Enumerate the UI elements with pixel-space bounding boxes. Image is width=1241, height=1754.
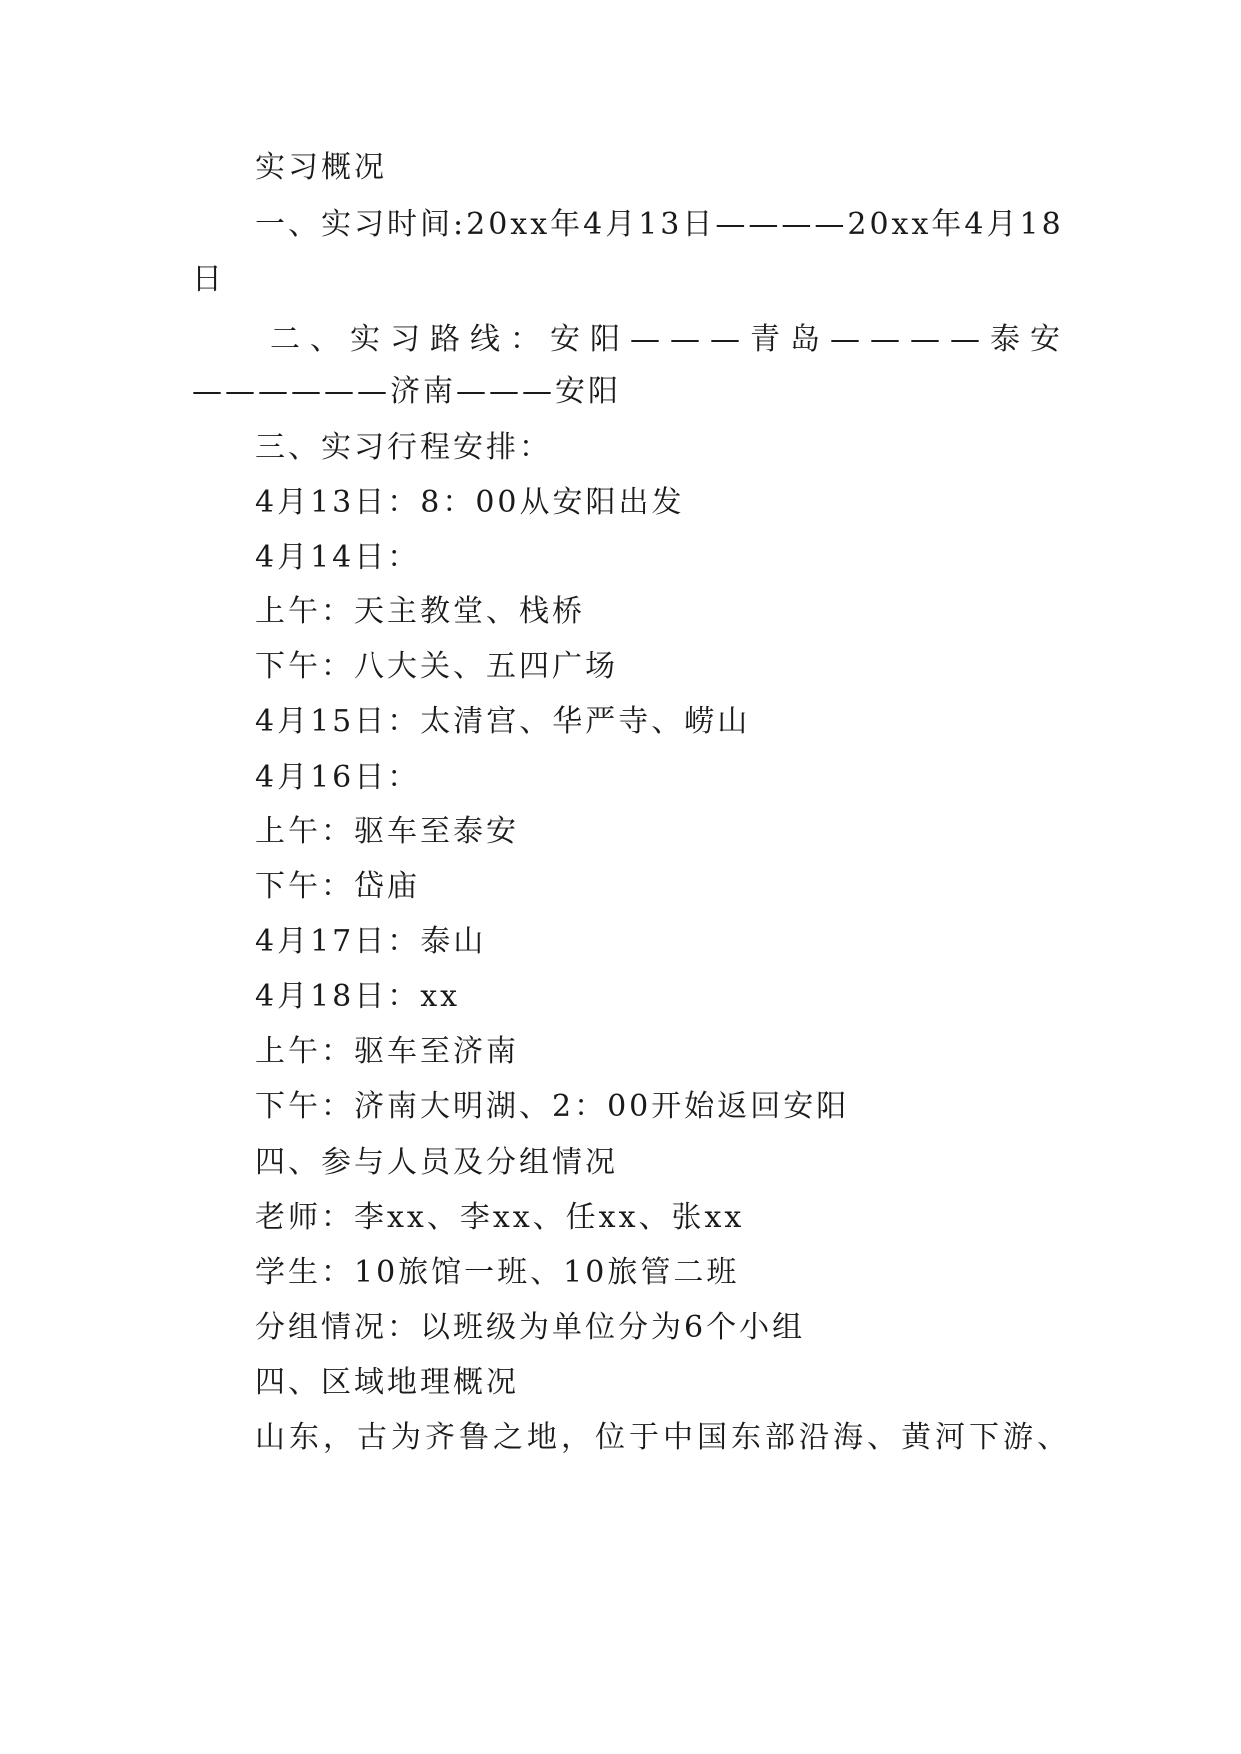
paragraph-line: 下午：济南大明湖、2：00开始返回安阳 <box>255 1089 850 1124</box>
paragraph-line: 分组情况：以班级为单位分为6个小组 <box>255 1310 806 1345</box>
paragraph-line: 一、实习时间:20xx年4月13日————20xx年4月18 <box>255 207 1064 242</box>
paragraph-line: 下午：岱庙 <box>255 869 420 904</box>
paragraph-line: 上午：驱车至济南 <box>255 1034 519 1069</box>
paragraph-line: 二、实习路线：安阳———青岛————泰安 <box>270 322 1070 357</box>
paragraph-line: 三、实习行程安排： <box>255 430 552 465</box>
paragraph-line: 山东，古为齐鲁之地，位于中国东部沿海、黄河下游、 <box>255 1420 1071 1455</box>
paragraph-line: 4月18日：xx <box>255 979 461 1014</box>
section-title: 实习概况 <box>255 150 387 185</box>
paragraph-line: 上午：驱车至泰安 <box>255 814 519 849</box>
paragraph-line: 日 <box>192 262 225 297</box>
paragraph-line: 4月15日：太清宫、华严寺、崂山 <box>255 704 751 739</box>
paragraph-line: 老师：李xx、李xx、任xx、张xx <box>255 1200 745 1235</box>
paragraph-line: 4月16日： <box>255 760 421 795</box>
paragraph-line: ——————济南———安阳 <box>192 374 621 409</box>
paragraph-line: 下午：八大关、五四广场 <box>255 649 618 684</box>
paragraph-line: 学生：10旅馆一班、10旅管二班 <box>255 1255 740 1290</box>
paragraph-line: 上午：天主教堂、栈桥 <box>255 594 585 629</box>
paragraph-line: 4月17日：泰山 <box>255 924 487 959</box>
paragraph-line: 四、区域地理概况 <box>255 1365 519 1400</box>
paragraph-line: 4月14日： <box>255 540 421 575</box>
paragraph-line: 4月13日：8：00从安阳出发 <box>255 485 685 520</box>
paragraph-line: 四、参与人员及分组情况 <box>255 1145 618 1180</box>
